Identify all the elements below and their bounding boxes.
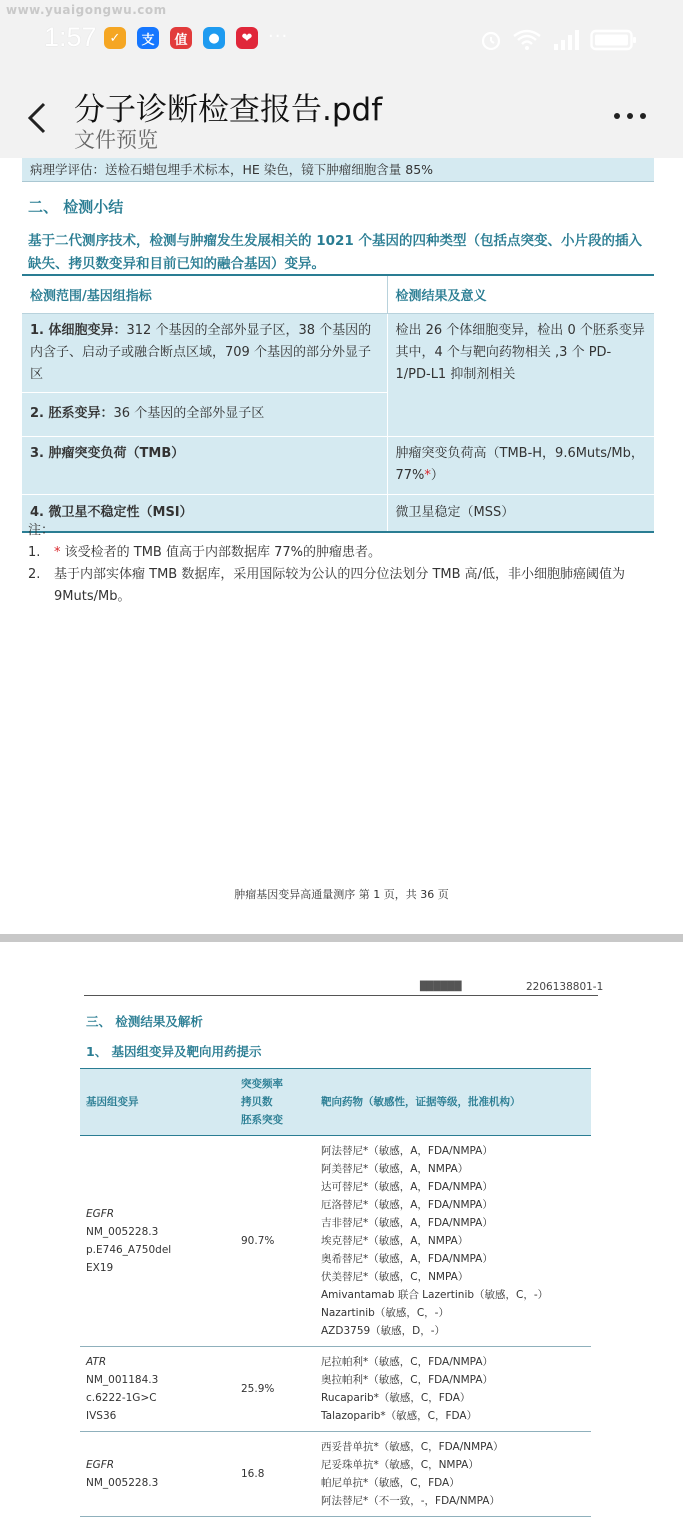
row-label: 1. 体细胞变异：: [30, 322, 127, 338]
table-row: [80, 1432, 591, 1517]
watermark: www.yuaigongwu.com: [6, 3, 167, 17]
pathology-assessment: 病理学评估：送检石蜡包埋手术标本，HE 染色，镜下肿瘤细胞含量 85%: [22, 158, 654, 182]
note-item: [28, 542, 654, 564]
pdf-page-2[interactable]: [0, 942, 683, 1507]
variant-detail: c.6222-1G>C: [86, 1392, 157, 1404]
result-text: 微卫星稳定（MSS）: [395, 504, 515, 520]
notes-title: 注：: [28, 523, 55, 538]
gene-name: EGFR: [86, 1459, 115, 1471]
table-header-row: [22, 275, 654, 313]
drug-item: 奥希替尼*（敏感，A，FDA/NMPA）: [321, 1253, 493, 1265]
drug-item: Nazartinib（敏感，C，-）: [321, 1307, 449, 1319]
document-subtitle: 文件预览: [74, 128, 158, 152]
drug-item: 尼拉帕利*（敏感，C，FDA/NMPA）: [321, 1356, 493, 1368]
more-notifications-icon: ···: [268, 26, 289, 47]
section-title-results: 三、 检测结果及解析: [86, 1014, 203, 1029]
drug-item: Amivantamab 联合 Lazertinib（敏感，C，-）: [321, 1289, 549, 1301]
drug-item: 帕尼单抗*（敏感，C，FDA）: [321, 1477, 460, 1489]
drug-item: 吉非替尼*（敏感，A，FDA/NMPA）: [321, 1217, 493, 1229]
row-label: 3. 肿瘤突变负荷（TMB）: [30, 445, 185, 461]
alarm-icon: [479, 28, 503, 52]
table-row: [22, 313, 654, 392]
column-header: 靶向药物（敏感性，证据等级，批准机构）: [315, 1069, 591, 1136]
notes: [28, 520, 654, 608]
result-text: 肿瘤突变负荷高（TMB-H，9.6Muts/Mb，77%: [395, 445, 644, 483]
drug-item: 尼妥珠单抗*（敏感，C，NMPA）: [321, 1459, 479, 1471]
table-cell: [22, 392, 387, 436]
status-bar: [0, 0, 683, 78]
app-icon-orange: ✓: [104, 27, 126, 49]
variant-table: [80, 1068, 591, 1517]
page-footer: 肿瘤基因变异高通量测序 第 1 页，共 36 页: [234, 888, 449, 901]
drug-item: 阿法替尼*（不一致，-，FDA/NMPA）: [321, 1495, 500, 1507]
chat-icon: ●: [203, 27, 225, 49]
table-row: [80, 1136, 591, 1347]
page-divider: [0, 934, 683, 942]
note-number: 1.: [28, 545, 41, 560]
table-cell: [387, 313, 654, 436]
frequency-cell: 25.9%: [235, 1347, 315, 1432]
summary-table: [22, 274, 654, 533]
table-row: [80, 1347, 591, 1432]
drug-cell: [315, 1136, 591, 1347]
summary-intro: 基于二代测序技术，检测与肿瘤发生发展相关的 1021 个基因的四种类型（包括点突变、小片段的插入缺失、拷贝数变异和目前已知的融合基因）变异。: [28, 233, 642, 272]
alipay-icon: 支: [137, 27, 159, 49]
column-header: 检测范围/基因组指标: [22, 275, 387, 313]
section-title-summary: 二、 检测小结: [28, 198, 124, 216]
table-cell: [387, 436, 654, 494]
drug-item: 伏美替尼*（敏感，C，NMPA）: [321, 1271, 469, 1283]
drug-cell: [315, 1347, 591, 1432]
pdf-page-1[interactable]: [0, 158, 683, 934]
variant-detail: EX19: [86, 1262, 114, 1274]
variant-detail: NM_005228.3: [86, 1477, 159, 1489]
header-line: 拷贝数: [241, 1096, 273, 1108]
signal-icon: [552, 28, 580, 52]
subsection-title: 1、 基因组变异及靶向用药提示: [86, 1044, 262, 1059]
row-label: 4. 微卫星不稳定性（MSI）: [30, 504, 193, 520]
clock: 1:57: [44, 22, 97, 52]
battery-icon: [590, 28, 638, 52]
footnote-star: *: [54, 545, 61, 560]
header-rule: [84, 995, 598, 996]
table-cell: [22, 436, 387, 494]
column-header: 基因组变异: [80, 1069, 235, 1136]
variant-detail: p.E746_A750del: [86, 1244, 172, 1256]
footnote-star: *: [424, 467, 431, 483]
header-line: 胚系突变: [241, 1114, 283, 1126]
drug-item: 埃克替尼*（敏感，A，NMPA）: [321, 1235, 469, 1247]
header-line: 突变频率: [241, 1078, 283, 1090]
drug-item: 西妥昔单抗*（敏感，C，FDA/NMPA）: [321, 1441, 504, 1453]
more-options-icon[interactable]: [611, 106, 651, 126]
column-header: 检测结果及意义: [387, 275, 654, 313]
row-label: 2. 胚系变异：: [30, 406, 114, 421]
note-text: 基于内部实体瘤 TMB 数据库，采用国际较为公认的四分位法划分 TMB 高/低，非小细胞肺癌阈值为 9Muts/Mb。: [54, 567, 626, 604]
wifi-icon: [512, 28, 542, 52]
report-id: 2206138801-1: [526, 981, 604, 993]
drug-item: 阿法替尼*（敏感，A，FDA/NMPA）: [321, 1145, 493, 1157]
frequency-cell: 90.7%: [235, 1136, 315, 1347]
variant-detail: NM_001184.3: [86, 1374, 159, 1386]
table-header-row: [80, 1069, 591, 1136]
row-text: 36 个基因的全部外显子区: [113, 406, 265, 421]
app-icon-red: 值: [170, 27, 192, 49]
variant-detail: IVS36: [86, 1410, 117, 1422]
app-icon-heart: ❤: [236, 27, 258, 49]
column-header: [235, 1069, 315, 1136]
drug-item: Talazoparib*（敏感，C，FDA）: [321, 1410, 478, 1422]
result-text: 检出 26 个体细胞变异，检出 0 个胚系变异其中，4 个与靶向药物相关 ,3 个 PD-1/PD-L1 抑制剂相关: [395, 322, 645, 382]
back-arrow-icon[interactable]: [22, 98, 52, 138]
table-row: [22, 436, 654, 494]
gene-cell: [80, 1432, 235, 1517]
drug-item: AZD3759（敏感，D，-）: [321, 1325, 446, 1337]
page-header-logo: ██████: [420, 982, 462, 992]
variant-detail: NM_005228.3: [86, 1226, 159, 1238]
gene-name: EGFR: [86, 1208, 115, 1220]
gene-cell: [80, 1136, 235, 1347]
frequency-cell: 16.8: [235, 1432, 315, 1517]
drug-cell: [315, 1432, 591, 1517]
gene-name: ATR: [86, 1356, 107, 1368]
drug-item: 奥拉帕利*（敏感，C，FDA/NMPA）: [321, 1374, 493, 1386]
drug-item: 达可替尼*（敏感，A，FDA/NMPA）: [321, 1181, 493, 1193]
app-header: [0, 78, 683, 158]
document-title: 分子诊断检查报告.pdf: [74, 92, 383, 128]
table-cell: [22, 313, 387, 392]
drug-item: 阿美替尼*（敏感，A，NMPA）: [321, 1163, 469, 1175]
result-text-close: ）: [430, 467, 444, 483]
note-item: [28, 564, 654, 608]
row-text: 312 个基因的全部外显子区，38 个基因的内含子、启动子或融合断点区域，709 个基因的部分外显子区: [30, 322, 372, 382]
drug-item: 厄洛替尼*（敏感，A，FDA/NMPA）: [321, 1199, 493, 1211]
note-text: 该受检者的 TMB 值高于内部数据库 77%的肿瘤患者。: [64, 545, 382, 560]
gene-cell: [80, 1347, 235, 1432]
drug-item: Rucaparib*（敏感，C，FDA）: [321, 1392, 471, 1404]
note-number: 2.: [28, 567, 41, 582]
